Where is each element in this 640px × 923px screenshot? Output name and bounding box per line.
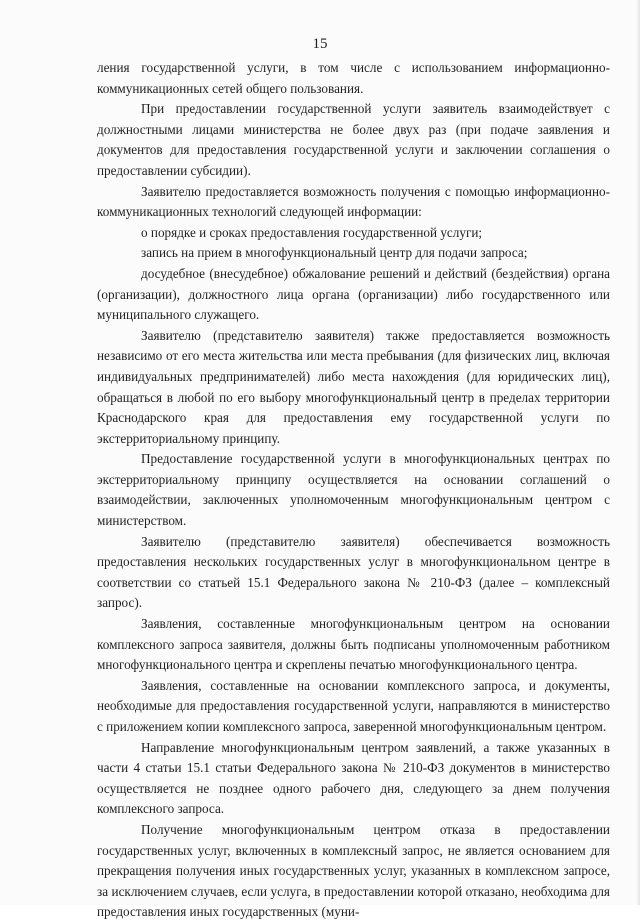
page-number: 15 (312, 36, 328, 52)
paragraph: При предоставлении государственной услуги заявитель взаимодействует с должностными лицами министерства не более двух раз (при подаче заявления и документов для предоставления государственной услуги и заключении соглашения о предоставлении субсидии). (97, 101, 610, 178)
paragraph: Заявления, составленные на основании комплексного запроса, и документы, необходимые для предоставления государственной услуги, направляются в министерство с приложением копии комплексного запроса, заверенной многофункциональным центром. (97, 677, 610, 734)
paragraph: Предоставление государственной услуги в многофункциональных центрах по экстерриториальному принципу осуществляется на основании соглашений о взаимодействии, заключенных уполномоченным многофункциональным центром с министерством. (97, 451, 610, 529)
list-item: запись на прием в многофункциональный центр для подачи запроса; (141, 245, 528, 261)
paragraph: Направление многофункциональным центром заявлений, а также указанных в части 4 статьи 15.1 статьи Федерального закона № 210-ФЗ документов в министерство осуществляется не позднее одного рабочего дня, следующего за днем получения комплексного запроса. (97, 739, 610, 817)
paragraph: Заявителю (представителю заявителя) обеспечивается возможность предоставления нескольких государственных услуг в многофункциональном центре в соответствии со статьей 15.1 Федерального закона № 210-ФЗ (далее – комплексный запрос). (97, 533, 610, 611)
paragraph: Заявителю (представителю заявителя) также предоставляется возможность независимо от его места жительства или места пребывания (для физических лиц, включая индивидуальных предпринимателей) либо места нахождения (для юридических лиц), обращаться в любой по его выбору многофункциональный центр в пределах территории Краснодарского края для предоставления ему государственной услуги по экстерриториальному принципу. (97, 327, 610, 446)
list-item: досудебное (внесудебное) обжалование решений и действий (бездействия) органа (организации), должностного лица органа (организации) либо государственного или муниципального служащего. (97, 265, 610, 323)
paragraph: Заявления, составленные многофункциональным центром на основании комплексного запроса заявителя, должны быть подписаны уполномоченным работником многофункционального центра и скреплены печатью многофункционального центра. (97, 616, 610, 673)
body-text (97, 58, 610, 923)
paragraph: Заявителю предоставляется возможность получения с помощью информационно-коммуникационных технологий следующей информации: (97, 183, 610, 220)
paragraph: ления государственной услуги, в том числе с использованием информационно-коммуникационных сетей общего пользования. (97, 60, 610, 96)
paragraph: Получение многофункциональным центром отказа в предоставлении государственных услуг, включенных в комплексный запрос, не является основанием для прекращения получения иных государственных услуг, указанных в комплексном запросе, за исключением случаев, если услуга, в предоставлении которой отказано, необходима для предоставления иных государственных (муни- (97, 821, 610, 920)
list-item: о порядке и сроках предоставления государственной услуги; (141, 224, 483, 240)
